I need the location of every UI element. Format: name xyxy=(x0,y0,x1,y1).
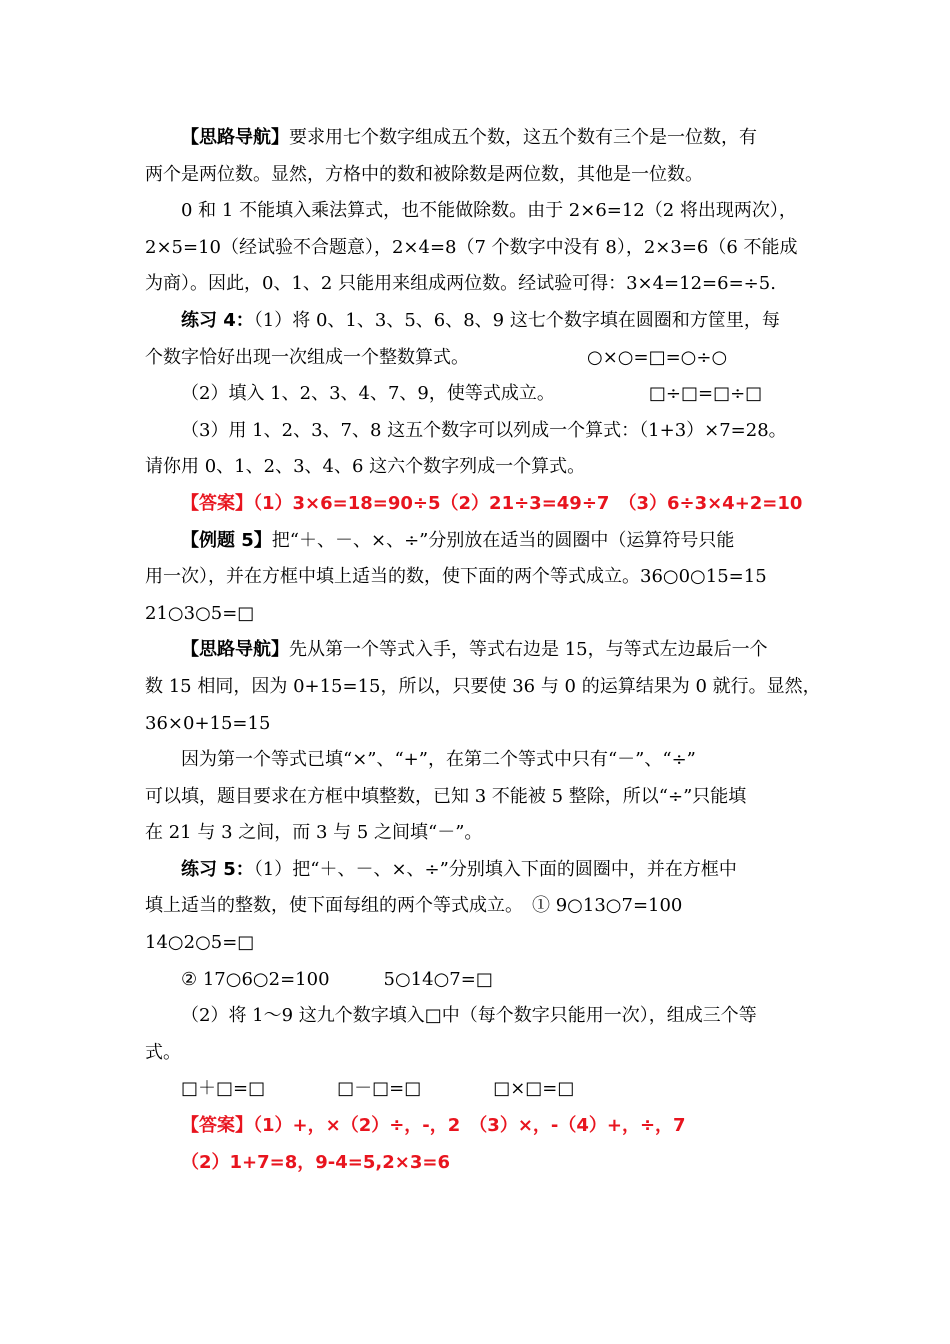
text-line: 可以填，题目要求在方框中填整数，已知 3 不能被 5 整除，所以“÷”只能填 xyxy=(145,785,747,807)
text-line: 2×5=10（经试验不合题意），2×4=8（7 个数字中没有 8），2×3=6（6 不能成 xyxy=(145,236,798,258)
text-line: （2）填入 1、2、3、4、7、9，使等式成立。 □÷□=□÷□ xyxy=(181,383,763,405)
text-line: 请你用 0、1、2、3、4、6 这六个数字列成一个算式。 xyxy=(145,456,586,478)
text-line: ② 17○6○2=100 5○14○7=□ xyxy=(181,968,493,990)
text-line: 为商）。因此，0、1、2 只能用来组成两位数。经试验可得：3×4=12=6=÷5. xyxy=(145,273,776,295)
equation-templates-line: □＋□=□ □－□=□ □×□=□ xyxy=(181,1078,575,1100)
exercise-label: 练习 4： xyxy=(181,309,254,331)
text-line: 在 21 与 3 之间，而 3 与 5 之间填“－”。 xyxy=(145,822,483,844)
text-line: （3）用 1、2、3、7、8 这五个数字可以列成一个算式：（1+3）×7=28。 xyxy=(181,419,787,441)
text-line: 数 15 相同，因为 0+15=15，所以，只要使 36 与 0 的运算结果为 0 就行。显然， xyxy=(145,675,821,697)
equation-template: □÷□=□÷□ xyxy=(648,383,763,405)
text-line: （2）将 1～9 这九个数字填入□中（每个数字只能用一次），组成三个等 xyxy=(181,1005,757,1027)
text-line: 练习 4：（1）将 0、1、3、5、6、8、9 这七个数字填在圆圈和方筐里，每 xyxy=(181,309,780,331)
text-line: 【思路导航】要求用七个数字组成五个数，这五个数有三个是一位数，有 xyxy=(181,127,757,148)
text-line: 14○2○5=□ xyxy=(145,932,255,954)
example-label: 【例题 5】 xyxy=(181,529,272,551)
answer-line: 【答案】（1）+，×（2）÷，-，2 （3）×，-（4）+，÷，7 xyxy=(181,1115,686,1137)
text-line: 式。 xyxy=(145,1041,181,1063)
text-line: 36×0+15=15 xyxy=(145,712,271,734)
text-line: 0 和 1 不能填入乘法算式，也不能做除数。由于 2×6=12（2 将出现两次）， xyxy=(181,200,797,222)
document-page xyxy=(145,120,821,1181)
text-line: 个数字恰好出现一次组成一个整数算式。 ○×○=□=○÷○ xyxy=(145,346,728,368)
text-line: 【思路导航】先从第一个等式入手，等式右边是 15，与等式左边最后一个 xyxy=(181,639,768,661)
section-label: 【思路导航】 xyxy=(181,639,289,661)
text-line: 21○3○5=□ xyxy=(145,602,255,624)
text-line: 【例题 5】把“＋、－、×、÷”分别放在适当的圆圈中（运算符号只能 xyxy=(181,529,735,551)
text-line: 两个是两位数。显然，方格中的数和被除数是两位数，其他是一位数。 xyxy=(145,163,703,185)
text-line: 填上适当的整数，使下面每组的两个等式成立。 ① 9○13○7=100 xyxy=(145,895,683,917)
equation-template: ○×○=□=○÷○ xyxy=(587,346,728,368)
text-line: 练习 5：（1）把“＋、－、×、÷”分别填入下面的圆圈中，并在方框中 xyxy=(181,858,737,880)
exercise-label: 练习 5： xyxy=(181,858,254,880)
text-line: 因为第一个等式已填“×”、“+”，在第二个等式中只有“－”、“÷” xyxy=(181,749,696,771)
answer-line: 【答案】（1）3×6=18=90÷5（2）21÷3=49÷7 （3）6÷3×4+2=10 xyxy=(181,492,803,514)
text-line: 用一次），并在方框中填上适当的数，使下面的两个等式成立。36○0○15=15 xyxy=(145,566,767,588)
answer-line: （2）1+7=8，9-4=5,2×3=6 xyxy=(181,1151,450,1173)
section-label: 【思路导航】 xyxy=(181,127,289,148)
